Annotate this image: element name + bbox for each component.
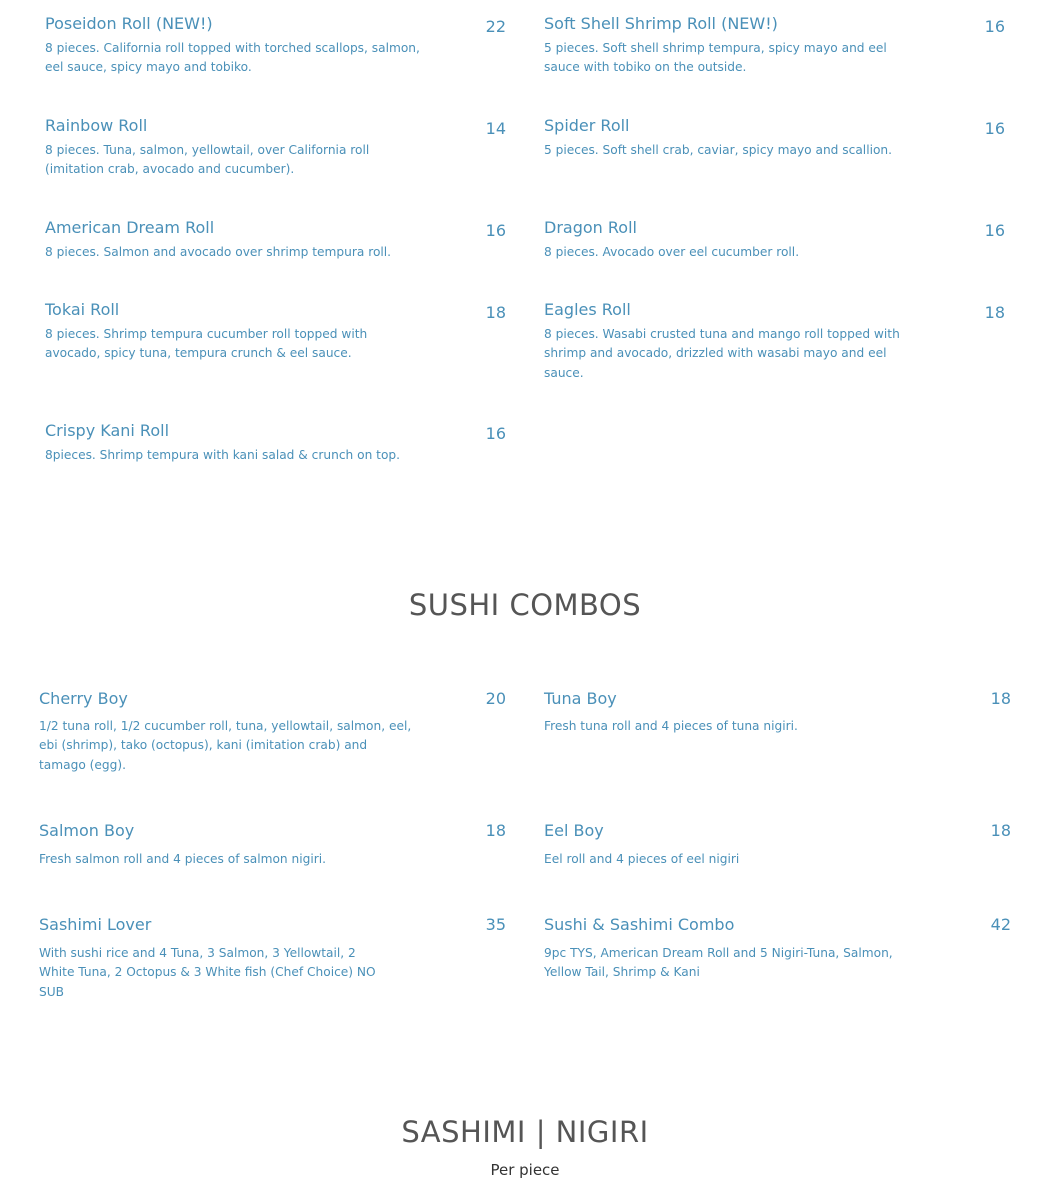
item-description: 8 pieces. Salmon and avocado over shrimp tempura roll.	[45, 245, 392, 259]
item-name: Salmon Boy	[39, 821, 135, 840]
item-price: 42	[990, 915, 1011, 934]
item-price: 18	[485, 821, 506, 840]
item-name: Dragon Roll	[544, 218, 637, 237]
item-name: Crispy Kani Roll	[45, 421, 170, 440]
item-price: 16	[984, 221, 1005, 240]
item-description: 1/2 tuna roll, 1/2 cucumber roll, tuna, yellowtail, salmon, eel, ebi (shrimp), tako (octopus), kani (imitation crab) and tamago (egg).	[39, 719, 412, 772]
item-name: Tokai Roll	[45, 300, 120, 319]
item-price: 35	[485, 915, 506, 934]
item-name: Soft Shell Shrimp Roll (NEW!)	[544, 14, 778, 33]
item-name: Sushi & Sashimi Combo	[544, 915, 735, 934]
section-subtitle: Per piece	[490, 1161, 560, 1179]
item-price: 18	[485, 303, 506, 322]
item-price: 18	[990, 689, 1011, 708]
item-description: 8 pieces. Avocado over eel cucumber roll.	[544, 245, 800, 259]
item-description: 8pieces. Shrimp tempura with kani salad & crunch on top.	[45, 448, 401, 462]
item-description: Eel roll and 4 pieces of eel nigiri	[544, 852, 740, 866]
item-price: 18	[990, 821, 1011, 840]
item-description: 8 pieces. Tuna, salmon, yellowtail, over California roll (imitation crab, avocado and cucumber).	[45, 143, 370, 177]
item-name: Poseidon Roll (NEW!)	[45, 14, 213, 33]
item-name: Eel Boy	[544, 821, 604, 840]
item-description: Fresh tuna roll and 4 pieces of tuna nigiri.	[544, 719, 798, 733]
item-description: 9pc TYS, American Dream Roll and 5 Nigiri-Tuna, Salmon, Yellow Tail, Shrimp & Kani	[544, 946, 893, 980]
item-price: 18	[984, 303, 1005, 322]
item-price: 16	[485, 424, 506, 443]
item-price: 16	[984, 119, 1005, 138]
item-name: Spider Roll	[544, 116, 630, 135]
item-name: Sashimi Lover	[39, 915, 152, 934]
item-name: American Dream Roll	[45, 218, 215, 237]
item-description: 5 pieces. Soft shell crab, caviar, spicy mayo and scallion.	[544, 143, 893, 157]
item-description: Fresh salmon roll and 4 pieces of salmon nigiri.	[39, 852, 327, 866]
item-price: 16	[485, 221, 506, 240]
item-description: 8 pieces. Wasabi crusted tuna and mango roll topped with shrimp and avocado, drizzled with wasabi mayo and eel sauce.	[544, 327, 900, 380]
item-description: 8 pieces. Shrimp tempura cucumber roll topped with avocado, spicy tuna, tempura crunch & eel sauce.	[45, 327, 368, 361]
item-name: Tuna Boy	[544, 689, 617, 708]
item-description: 8 pieces. California roll topped with torched scallops, salmon, eel sauce, spicy mayo and tobiko.	[45, 41, 420, 75]
section-title-sushi-combos: SUSHI COMBOS	[408, 588, 642, 622]
item-description: With sushi rice and 4 Tuna, 3 Salmon, 3 Yellowtail, 2 White Tuna, 2 Octopus & 3 White fish (Chef Choice) NO SUB	[39, 946, 376, 999]
section-title-sashimi-nigiri: SASHIMI | NIGIRI	[401, 1115, 649, 1149]
item-price: 22	[485, 17, 506, 36]
item-price: 20	[485, 689, 506, 708]
item-description: 5 pieces. Soft shell shrimp tempura, spicy mayo and eel sauce with tobiko on the outside.	[544, 41, 887, 75]
item-price: 16	[984, 17, 1005, 36]
item-name: Cherry Boy	[39, 689, 128, 708]
item-price: 14	[485, 119, 506, 138]
item-name: Eagles Roll	[544, 300, 631, 319]
item-name: Rainbow Roll	[45, 116, 148, 135]
